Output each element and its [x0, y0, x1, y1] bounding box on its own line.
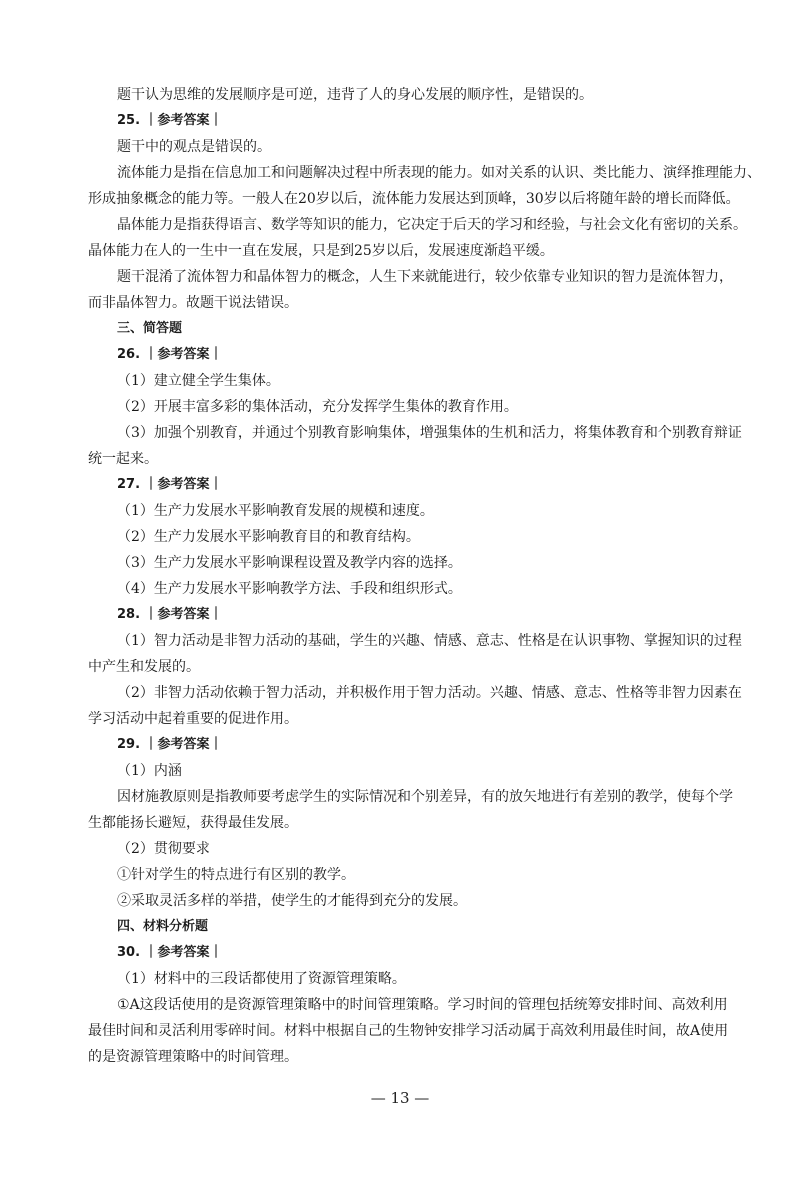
section-heading: 27. ｜参考答案｜ [117, 477, 223, 492]
text-line: （2）开展丰富多彩的集体活动，充分发挥学生集体的教育作用。 [117, 399, 518, 415]
section-heading: 四、材料分析题 [117, 919, 209, 934]
section-heading: 26. ｜参考答案｜ [117, 347, 223, 362]
text-line: 中产生和发展的。 [88, 659, 200, 675]
page-number: — 13 — [370, 1089, 430, 1107]
text-line: （1）生产力发展水平影响教育发展的规模和速度。 [117, 503, 434, 519]
text-line: （1）智力活动是非智力活动的基础，学生的兴趣、情感、意志、性格是在认识事物、掌握知识的过程 [117, 633, 742, 649]
text-line: 晶体能力在人的一生中一直在发展，只是到25岁以后，发展速度渐趋平缓。 [88, 243, 554, 259]
text-line: 学习活动中起着重要的促进作用。 [88, 711, 298, 727]
text-line: （1）内涵 [117, 763, 182, 779]
section-heading: 三、简答题 [117, 321, 183, 336]
text-line: 最佳时间和灵活利用零碎时间。材料中根据自己的生物钟安排学习活动属于高效利用最佳时间，故A使用 [88, 1023, 729, 1039]
text-line: 形成抽象概念的能力等。一般人在20岁以后，流体能力发展达到顶峰，30岁以后将随年龄的增长而降低。 [88, 191, 740, 207]
text-line: 题干认为思维的发展顺序是可逆，违背了人的身心发展的顺序性，是错误的。 [117, 87, 593, 103]
text-line: 流体能力是指在信息加工和问题解决过程中所表现的能力。如对关系的认识、类比能力、演绎推理能力、 [117, 165, 761, 181]
text-line: （1）建立健全学生集体。 [117, 373, 280, 389]
text-line: 而非晶体智力。故题干说法错误。 [88, 295, 298, 311]
text-line: ①A这段话使用的是资源管理策略中的时间管理策略。学习时间的管理包括统筹安排时间、高效利用 [117, 997, 728, 1013]
text-line: 生都能扬长避短，获得最佳发展。 [88, 815, 298, 831]
text-line: ①针对学生的特点进行有区别的教学。 [117, 867, 355, 883]
section-heading: 25. ｜参考答案｜ [117, 113, 223, 128]
section-heading: 28. ｜参考答案｜ [117, 607, 223, 622]
section-heading: 29. ｜参考答案｜ [117, 737, 223, 752]
text-line: 晶体能力是指获得语言、数学等知识的能力，它决定于后天的学习和经验，与社会文化有密切的关系。 [117, 217, 747, 233]
text-line: （4）生产力发展水平影响教学方法、手段和组织形式。 [117, 581, 462, 597]
section-heading: 30. ｜参考答案｜ [117, 945, 223, 960]
text-line: （1）材料中的三段话都使用了资源管理策略。 [117, 971, 406, 987]
text-line: 因材施教原则是指教师要考虑学生的实际情况和个别差异，有的放矢地进行有差别的教学，使每个学 [117, 789, 733, 805]
text-line: 题干中的观点是错误的。 [117, 139, 271, 155]
text-line: （3）生产力发展水平影响课程设置及教学内容的选择。 [117, 555, 462, 571]
text-line: 题干混淆了流体智力和晶体智力的概念，人生下来就能进行，较少依靠专业知识的智力是流体智力， [117, 269, 733, 285]
text-line: （2）贯彻要求 [117, 841, 210, 857]
text-line: （3）加强个别教育，并通过个别教育影响集体，增强集体的生机和活力，将集体教育和个别教育辩证 [117, 425, 742, 441]
text-line: （2）生产力发展水平影响教育目的和教育结构。 [117, 529, 420, 545]
text-line: ②采取灵活多样的举措，使学生的才能得到充分的发展。 [117, 893, 467, 909]
text-line: 的是资源管理策略中的时间管理。 [88, 1049, 298, 1065]
document-body [88, 82, 761, 1070]
text-line: （2）非智力活动依赖于智力活动，并积极作用于智力活动。兴趣、情感、意志、性格等非智力因素在 [117, 685, 742, 701]
text-line: 统一起来。 [88, 451, 158, 467]
